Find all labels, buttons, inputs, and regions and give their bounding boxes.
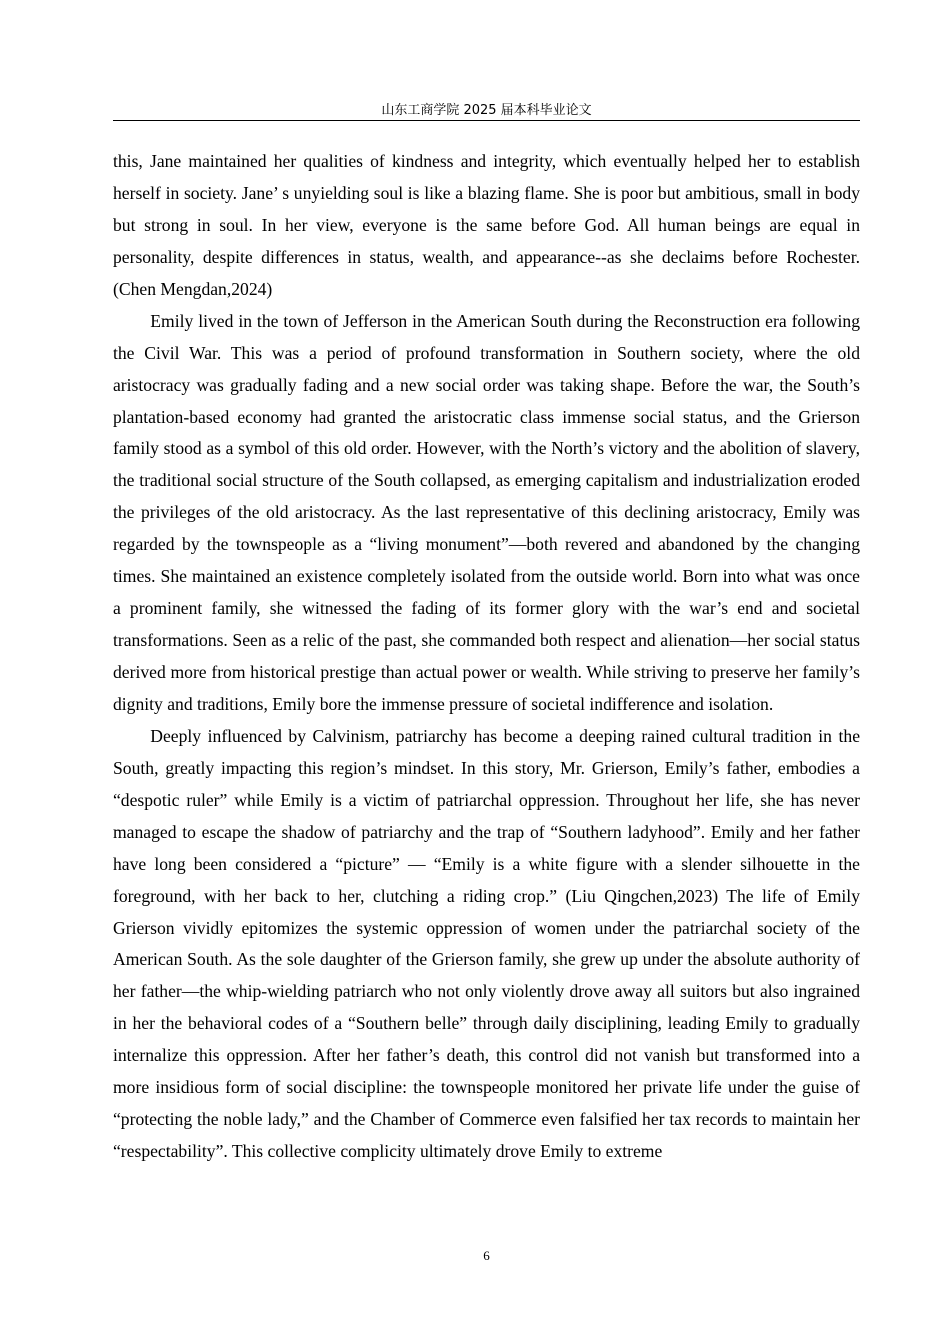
- body-text: [113, 146, 860, 1168]
- header-rule: [113, 120, 860, 121]
- page-number: 6: [483, 1248, 490, 1263]
- paragraph-patriarchy: Deeply influenced by Calvinism, patriarchy has become a deeping rained cultural tradition in the South, greatly impacting this region’s mindset. In this story, Mr. Grierson, Emily’s father, embodies a “despotic ruler” while Emily is a victim of patriarchal oppression. Throughout her life, she has never managed to escape the shadow of patriarchy and the trap of “Southern ladyhood”. Emily and her father have long been considered a “picture” — “Emily is a white figure with a slender silhouette in the foreground, with her back to her, clutching a riding crop.” (Liu Qingchen,2023) The life of Emily Grierson vividly epitomizes the systemic oppression of women under the patriarchal society of the American South. As the sole daughter of the Grierson family, she grew up under the absolute authority of her father—the whip-wielding patriarch who not only violently drove away all suitors but also ingrained in her the behavioral codes of a “Southern belle” through daily disciplining, leading Emily to gradually internalize this oppression. After her father’s death, this control did not vanish but transformed into a more insidious form of social discipline: the townspeople monitored her private life under the guise of “protecting the noble lady,” and the Chamber of Commerce even falsified her tax records to maintain her “respectability”. This collective complicity ultimately drove Emily to extreme: [113, 725, 860, 1162]
- running-header: 山东工商学院 2025 届本科毕业论文: [381, 103, 592, 118]
- paragraph-continued: this, Jane maintained her qualities of kindness and integrity, which eventually helped her to establish herself in society. Jane’ s unyielding soul is like a blazing flame. She is poor but ambitious, small in body but strong in soul. In her view, everyone is the same before God. All human beings are equal in personality, despite differences in status, wealth, and appearance--as she declaims before Rochester. (Chen Mengdan,2024): [113, 151, 860, 299]
- paragraph-emily-context: Emily lived in the town of Jefferson in the American South during the Reconstruction era following the Civil War. This was a period of profound transformation in Southern society, where the old aristocracy was gradually fading and a new social order was taking shape. Before the war, the South’s plantation-based economy had granted the aristocratic class immense social status, and the Grierson family stood as a symbol of this old order. However, with the North’s victory and the abolition of slavery, the traditional social structure of the South collapsed, as emerging capitalism and industrialization eroded the privileges of the old aristocracy. As the last representative of this declining aristocracy, Emily was regarded by the townspeople as a “living monument”—both revered and abandoned by the changing times. She maintained an existence completely isolated from the outside world. Born into what was once a prominent family, she witnessed the fading of its former glory with the war’s end and societal transformations. Seen as a relic of the past, she commanded both respect and alienation—her social status derived more from historical prestige than actual power or wealth. While striving to preserve her family’s dignity and traditions, Emily bore the immense pressure of societal indifference and isolation.: [113, 310, 860, 714]
